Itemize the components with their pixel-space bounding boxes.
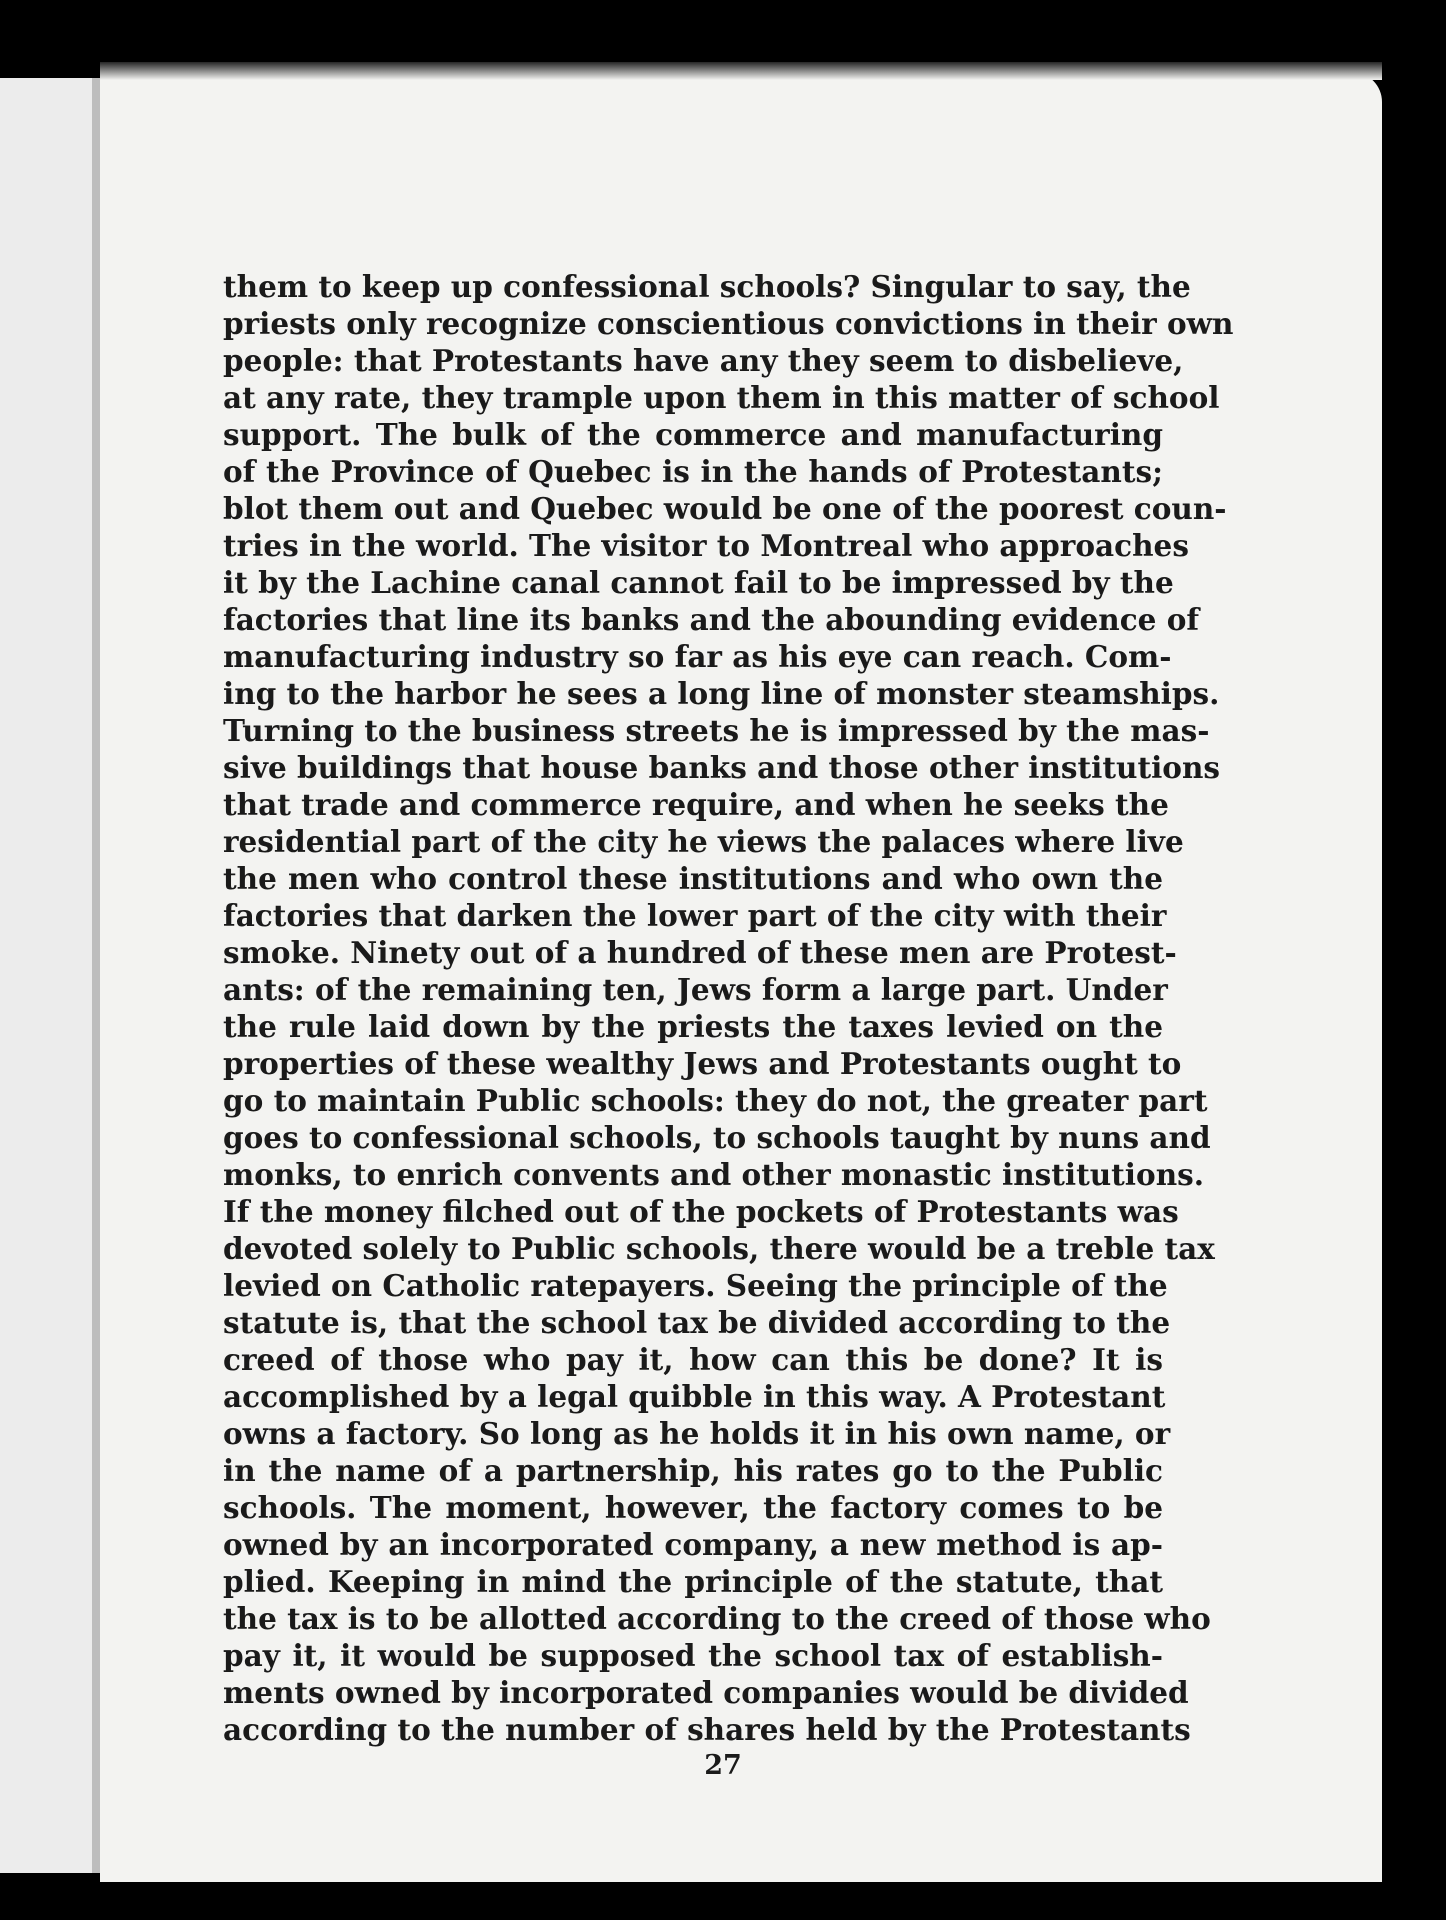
- text-line: smoke. Ninety out of a hundred of these men are Protest-: [223, 935, 1177, 970]
- text-line: factories that darken the lower part of the city with their: [223, 898, 1167, 933]
- text-line: residential part of the city he views the palaces where live: [223, 824, 1184, 859]
- page-number: 27: [704, 1750, 742, 1781]
- text-line: at any rate, they trample upon them in this matter of school: [223, 380, 1220, 415]
- text-line: the men who control these institutions and who own the: [223, 861, 1163, 896]
- text-line: ments owned by incorporated companies would be divided: [223, 1675, 1189, 1710]
- text-line: owned by an incorporated company, a new method is ap-: [223, 1527, 1163, 1562]
- text-line: the tax is to be allotted according to the creed of those who: [223, 1601, 1211, 1636]
- text-line: tries in the world. The visitor to Montreal who approaches: [223, 528, 1189, 563]
- text-line: them to keep up confessional schools? Singular to say, the: [223, 269, 1191, 304]
- text-line: Turning to the business streets he is impressed by the mas-: [223, 713, 1210, 748]
- text-line: pay it, it would be supposed the school tax of establish-: [223, 1638, 1163, 1673]
- text-line: it by the Lachine canal cannot fail to be impressed by the: [223, 565, 1174, 600]
- text-line: ants: of the remaining ten, Jews form a large part. Under: [223, 972, 1168, 1007]
- text-line: goes to confessional schools, to schools taught by nuns and: [223, 1120, 1211, 1155]
- text-line: creed of those who pay it, how can this be done? It is: [223, 1342, 1163, 1377]
- text-line: If the money filched out of the pockets of Protestants was: [223, 1194, 1179, 1229]
- text-line: accomplished by a legal quibble in this way. A Protestant: [223, 1379, 1166, 1414]
- text-line: support. The bulk of the commerce and manufacturing: [223, 417, 1163, 452]
- text-line: priests only recognize conscientious convictions in their own: [223, 306, 1234, 341]
- text-line: statute is, that the school tax be divided according to the: [223, 1305, 1171, 1340]
- text-line: that trade and commerce require, and when he seeks the: [223, 787, 1169, 822]
- text-line: properties of these wealthy Jews and Protestants ought to: [223, 1046, 1182, 1081]
- text-line: levied on Catholic ratepayers. Seeing the principle of the: [223, 1268, 1168, 1303]
- facing-page-edge: [0, 78, 96, 1873]
- text-line: in the name of a partnership, his rates go to the Public: [223, 1453, 1163, 1488]
- text-line: of the Province of Quebec is in the hands of Protestants;: [223, 454, 1163, 489]
- text-line: manufacturing industry so far as his eye can reach. Com-: [223, 639, 1172, 674]
- text-line: according to the number of shares held by the Protestants: [223, 1712, 1191, 1747]
- text-line: factories that line its banks and the abounding evidence of: [223, 602, 1200, 637]
- text-line: owns a factory. So long as he holds it in his own name, or: [223, 1416, 1171, 1451]
- text-line: go to maintain Public schools: they do not, the greater part: [223, 1083, 1208, 1118]
- body-text: [223, 268, 1234, 1748]
- text-line: monks, to enrich convents and other monastic institutions.: [223, 1157, 1205, 1192]
- text-line: blot them out and Quebec would be one of the poorest coun-: [223, 491, 1227, 526]
- page-top-shadow: [100, 62, 1382, 80]
- text-line: plied. Keeping in mind the principle of the statute, that: [223, 1564, 1163, 1599]
- text-line: devoted solely to Public schools, there would be a treble tax: [223, 1231, 1215, 1266]
- text-line: the rule laid down by the priests the taxes levied on the: [223, 1009, 1163, 1044]
- text-line: ing to the harbor he sees a long line of monster steamships.: [223, 676, 1220, 711]
- text-line: sive buildings that house banks and those other institutions: [223, 750, 1221, 785]
- text-line: people: that Protestants have any they seem to disbelieve,: [223, 343, 1184, 378]
- text-line: schools. The moment, however, the factory comes to be: [223, 1490, 1163, 1525]
